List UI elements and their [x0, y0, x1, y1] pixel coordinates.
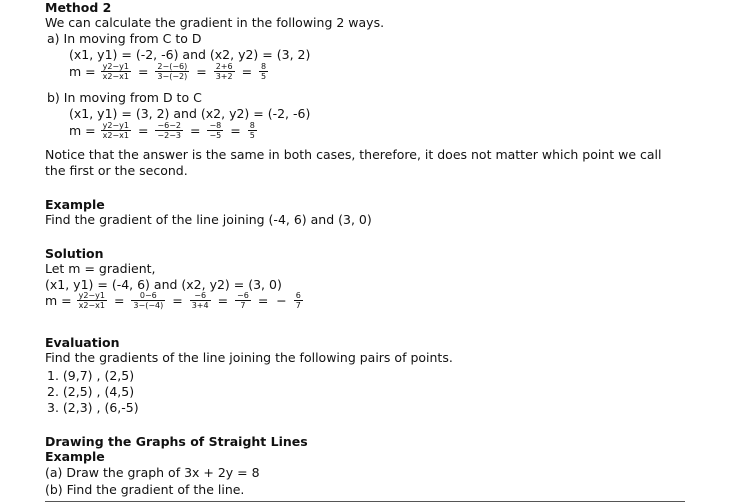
notice-line-2: the first or the second. [45, 163, 188, 178]
m-label: m = [69, 63, 96, 79]
graphs-part-a: (a) Draw the graph of 3x + 2y = 8 [45, 465, 260, 480]
fraction: $\frac{y2-y1}{x2-x1}$ [78, 291, 105, 310]
solution-line-1: Let m = gradient, [45, 261, 156, 276]
fraction: $\frac{-6-2}{-2-3}$ [157, 121, 182, 140]
evaluation-text: Find the gradients of the line joining the following pairs of points. [45, 350, 453, 365]
fraction: $\frac{-8}{-5}$ [209, 121, 222, 140]
evaluation-item: 1. (9,7) , (2,5) [47, 368, 135, 383]
fraction: $\frac{6}{7}$ [295, 291, 301, 310]
part-b-points: (x1, y1) = (3, 2) and (x2, y2) = (-2, -6) [69, 106, 311, 121]
solution-formula: m = $\frac{y2-y1}{x2-x1}$ = $\frac{0-6}{3-(-4)}$ = $\frac{-6}{3+4}$ = $\frac{-6}{7}$ = − $\frac{6}{7}$ [45, 291, 301, 310]
evaluation-heading: Evaluation [45, 335, 120, 350]
m-label: m = [45, 292, 72, 308]
fraction: $\frac{y2-y1}{x2-x1}$ [102, 121, 129, 140]
example-heading: Example [45, 197, 105, 212]
fraction: $\frac{2-(-6)}{3-(-2)}$ [157, 62, 188, 81]
negative-sign: − [276, 292, 287, 308]
m-label: m = [69, 122, 96, 138]
graphs-heading: Drawing the Graphs of Straight Lines [45, 434, 308, 449]
part-b-label: b) In moving from D to C [47, 90, 202, 105]
part-b-formula: m = $\frac{y2-y1}{x2-x1}$ = $\frac{-6-2}{-2-3}$ = $\frac{-8}{-5}$ = $\frac{8}{5}$ [69, 121, 255, 140]
method2-intro: We can calculate the gradient in the following 2 ways. [45, 15, 385, 30]
fraction: $\frac{-6}{7}$ [237, 291, 249, 310]
solution-heading: Solution [45, 246, 104, 261]
fraction: $\frac{8}{5}$ [261, 62, 267, 81]
part-a-points: (x1, y1) = (-2, -6) and (x2, y2) = (3, 2) [69, 47, 311, 62]
method2-heading: Method 2 [45, 0, 112, 15]
example-text: Find the gradient of the line joining (-4, 6) and (3, 0) [45, 212, 372, 227]
solution-line-2: (x1, y1) = (-4, 6) and (x2, y2) = (3, 0) [45, 277, 282, 292]
fraction: $\frac{0-6}{3-(-4)}$ [133, 291, 164, 310]
fraction: $\frac{8}{5}$ [249, 121, 255, 140]
fraction: $\frac{y2-y1}{x2-x1}$ [102, 62, 129, 81]
fraction: $\frac{2+6}{3+2}$ [215, 62, 233, 81]
notice-line-1: Notice that the answer is the same in both cases, therefore, it does not matter which point we call [45, 147, 662, 162]
part-a-formula: m = $\frac{y2-y1}{x2-x1}$ = $\frac{2-(-6)}{3-(-2)}$ = $\frac{2+6}{3+2}$ = $\frac{8}{5}$ [69, 62, 267, 81]
fraction: $\frac{-6}{3+4}$ [191, 291, 209, 310]
evaluation-item: 3. (2,3) , (6,-5) [47, 400, 139, 415]
graphs-example-heading: Example [45, 449, 105, 464]
part-a-label: a) In moving from C to D [47, 31, 202, 46]
evaluation-item: 2. (2,5) , (4,5) [47, 384, 135, 399]
bottom-divider [45, 501, 685, 502]
graphs-part-b: (b) Find the gradient of the line. [45, 482, 245, 497]
